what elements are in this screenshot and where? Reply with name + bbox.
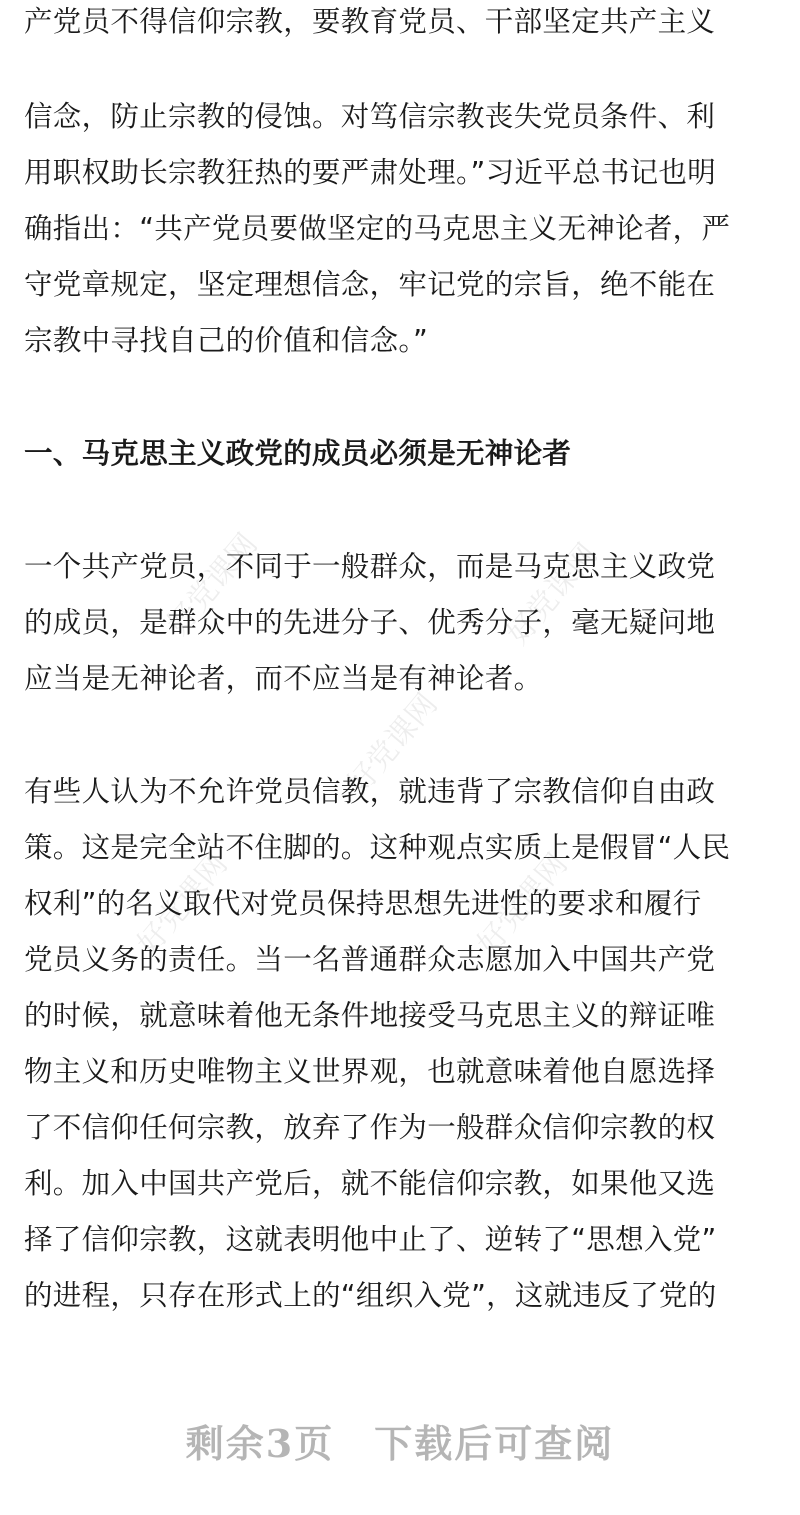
paragraph-line: 策。这是完全站不住脚的。这种观点实质上是假冒“人民	[24, 831, 731, 864]
paragraph-line: 利。加入中国共产党后，就不能信仰宗教，如果他又选	[24, 1167, 716, 1200]
paragraph-line: 用职权助长宗教狂热的要严肃处理。”习近平总书记也明	[24, 156, 717, 189]
paragraph-line: 的进程，只存在形式上的“组织入党”，这就违反了党的	[24, 1279, 717, 1312]
paragraph-line: 守党章规定，坚定理想信念，牢记党的宗旨，绝不能在	[24, 268, 716, 301]
paragraph-line: 的时候，就意味着他无条件地接受马克思主义的辩证唯	[24, 999, 716, 1032]
paragraph-line: 的成员，是群众中的先进分子、优秀分子，毫无疑问地	[24, 606, 716, 639]
paragraph-line: 产党员不得信仰宗教，要教育党员、干部坚定共产主义	[24, 5, 716, 38]
paragraph-line: 党员义务的责任。当一名普通群众志愿加入中国共产党	[24, 943, 716, 976]
paragraph-line: 了不信仰任何宗教，放弃了作为一般群众信仰宗教的权	[24, 1111, 716, 1144]
watermark: 好党课网	[160, 527, 265, 642]
download-prompt[interactable]	[0, 1413, 800, 1466]
section-heading: 一、马克思主义政党的成员必须是无神论者	[24, 437, 572, 470]
download-to-view-label: 下载后可查阅	[374, 1421, 615, 1466]
watermark: 好党课网	[500, 537, 605, 652]
watermark: 好党课网	[340, 687, 445, 802]
paragraph-line: 宗教中寻找自己的价值和信念。”	[24, 324, 429, 357]
paragraph-line: 应当是无神论者，而不应当是有神论者。	[24, 662, 543, 695]
paragraph-line: 择了信仰宗教，这就表明他中止了、逆转了“思想入党”	[24, 1223, 717, 1256]
paragraph-line: 确指出：“共产党员要做坚定的马克思主义无神论者，严	[24, 212, 731, 245]
paragraph-line: 权利”的名义取代对党员保持思想先进性的要求和履行	[24, 887, 702, 920]
paragraph-line: 信念，防止宗教的侵蚀。对笃信宗教丧失党员条件、利	[24, 100, 716, 133]
remaining-pages-label: 剩余3页	[185, 1421, 335, 1466]
paragraph-line: 物主义和历史唯物主义世界观，也就意味着他自愿选择	[24, 1055, 716, 1088]
paragraph-line: 一个共产党员，不同于一般群众，而是马克思主义政党	[24, 550, 716, 583]
watermark: 好党课网	[470, 847, 575, 962]
watermark: 好党课网	[130, 847, 235, 962]
paragraph-line: 有些人认为不允许党员信教，就违背了宗教信仰自由政	[24, 775, 716, 808]
